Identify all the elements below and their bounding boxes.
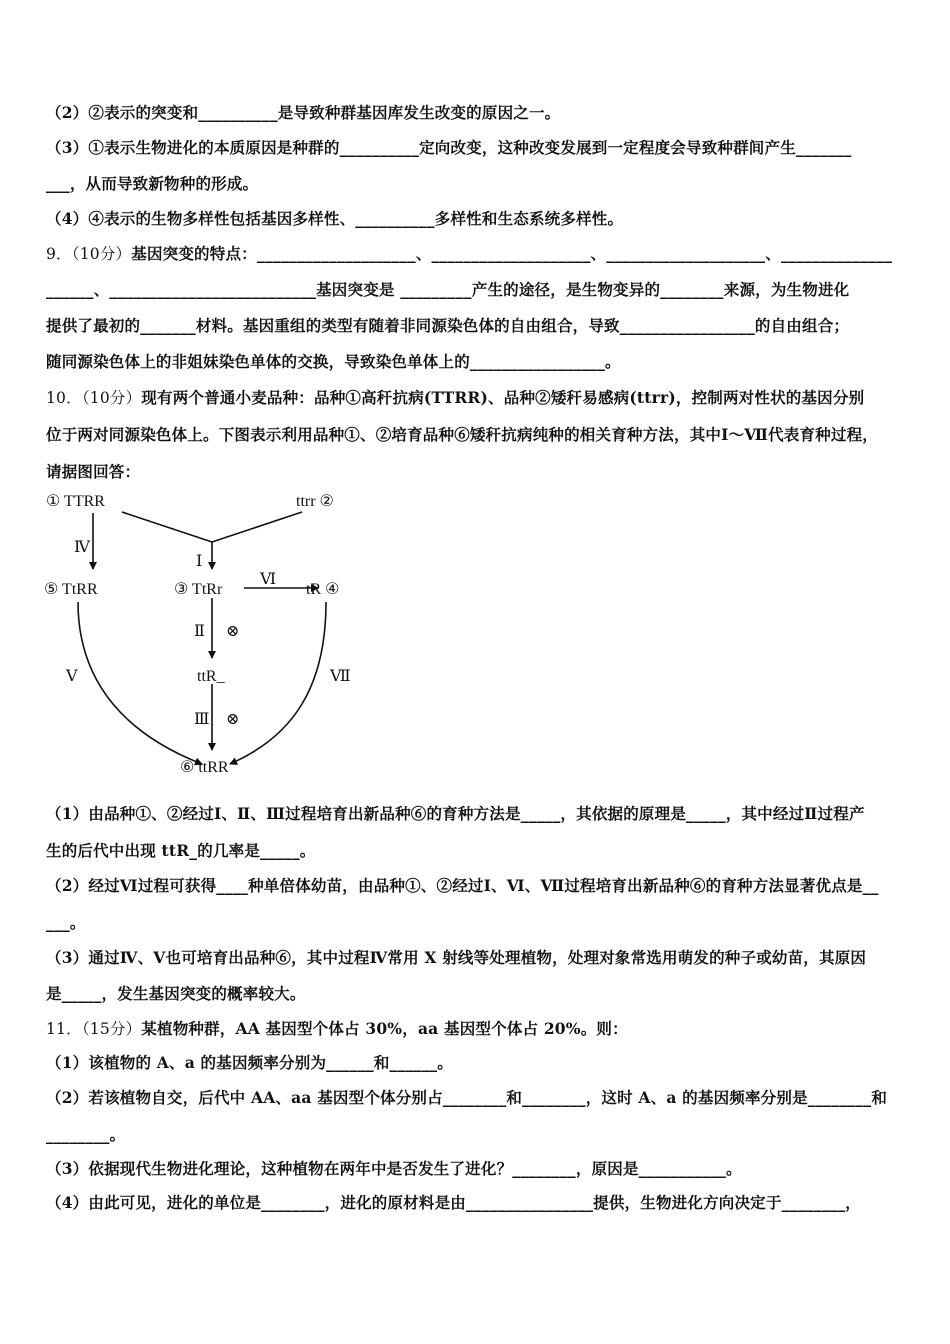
q11-part4: （4）由此可见，进化的单位是________，进化的原材料是由________________提供，生物进化方向决定于________， xyxy=(46,1193,861,1212)
label-v: Ⅴ xyxy=(66,668,78,685)
q11-part2-line1: （2）若该植物自交，后代中 AA、aa 基因型个体分别占________和________，这时 A、a 的基因频率分别是________和 xyxy=(46,1088,888,1107)
q10-text: 现有两个普通小麦品种：品种①高秆抗病(TTRR)、品种②矮秆易感病(ttrr)，控制两对性状的基因分别 xyxy=(141,388,865,407)
q11-text: 某植物种群，AA 基因型个体占 30%，aa 基因型个体占 20%。则： xyxy=(141,1019,628,1038)
label-vii: Ⅶ xyxy=(330,668,351,685)
label-i: Ⅰ xyxy=(196,553,203,570)
q11-part2-line2: ________。 xyxy=(46,1125,126,1144)
q11-part1: （1）该植物的 A、a 的基因频率分别为______和______。 xyxy=(46,1053,453,1072)
curve-vii xyxy=(230,602,326,764)
q11-part3: （3）依据现代生物进化理论，这种植物在两年中是否发生了进化？________，原因是___________。 xyxy=(46,1159,742,1178)
q10-part1-line1: （1）由品种①、②经过Ⅰ、Ⅱ、Ⅲ过程培育出新品种⑥的育种方法是_____，其依据的原理是_____，其中经过Ⅱ过程产 xyxy=(46,804,865,823)
node-3: ③ TtRr xyxy=(174,581,223,598)
q9-text: 基因突变的特点：____________________、____________________、____________________、______________ xyxy=(131,244,893,263)
q9-line4: 随同源染色体上的非姐妹染色单体的交换，导致染色单体上的_________________。 xyxy=(46,352,621,371)
label-iv: Ⅳ xyxy=(74,539,90,556)
q10-part2-line1: （2）经过Ⅵ过程可获得____种单倍体幼苗，由品种①、②经过Ⅰ、Ⅵ、Ⅶ过程培育出新品种⑥的育种方法显著优点是__ xyxy=(46,876,879,895)
label-ii: Ⅱ xyxy=(194,623,205,640)
q9-line3: 提供了最初的_______材料。基因重组的类型有随着非同源染色体的自由组合，导致_________________的自由组合； xyxy=(46,316,850,335)
line-from-n1 xyxy=(122,512,212,542)
q10-part3-line2: 是_____，发生基因突变的概率较大。 xyxy=(46,984,306,1003)
line-from-n2 xyxy=(212,512,302,542)
q9-line1 xyxy=(46,244,914,264)
q8-part3-line2: ___，从而导致新物种的形成。 xyxy=(46,174,259,193)
q10-line3: 请据图回答： xyxy=(46,462,141,481)
breeding-diagram xyxy=(40,486,360,786)
node-4: tR ④ xyxy=(306,581,340,598)
q11-number: 11．（15分） xyxy=(46,1020,142,1038)
q9-line2: ______、__________________________基因突变是 _________产生的途径，是生物变异的________来源，为生物进化 xyxy=(46,280,850,299)
node-1: ① TTRR xyxy=(46,493,105,510)
q10-part2-line2: ___。 xyxy=(46,913,86,932)
selfing-symbol-ii: ⊗ xyxy=(226,623,240,640)
q10-line1 xyxy=(46,388,914,408)
node-5: ⑤ TtRR xyxy=(44,581,98,598)
q8-part4: （4）④表示的生物多样性包括基因多样性、__________多样性和生态系统多样性。 xyxy=(46,209,624,228)
curve-v xyxy=(78,602,202,764)
q10-line2: 位于两对同源染色体上。下图表示利用品种①、②培育品种⑥矮秆抗病纯种的相关育种方法，其中Ⅰ～Ⅶ代表育种过程， xyxy=(46,425,878,444)
node-mid: ttR_ xyxy=(197,668,225,685)
q9-number: 9．（10分） xyxy=(46,245,132,263)
q11-line1 xyxy=(46,1019,914,1039)
q10-part1-line2: 生的后代中出现 ttR_的几率是_____。 xyxy=(46,841,316,860)
selfing-symbol-iii: ⊗ xyxy=(226,711,240,728)
node-2: ttrr ② xyxy=(296,493,334,510)
node-6: ⑥ ttRR xyxy=(180,759,229,776)
q10-part3-line1: （3）通过Ⅳ、Ⅴ也可培育出品种⑥，其中过程Ⅳ常用 X 射线等处理植物，处理对象常选用萌发的种子或幼苗，其原因 xyxy=(46,948,867,967)
label-vi: Ⅵ xyxy=(260,571,277,588)
label-iii: Ⅲ xyxy=(194,711,210,728)
q8-part2: （2）②表示的突变和__________是导致种群基因库发生改变的原因之一。 xyxy=(46,103,561,122)
q8-part3-line1: （3）①表示生物进化的本质原因是种群的__________定向改变，这种改变发展到一定程度会导致种群间产生_______ xyxy=(46,138,852,157)
q10-number: 10．（10分） xyxy=(46,389,142,407)
